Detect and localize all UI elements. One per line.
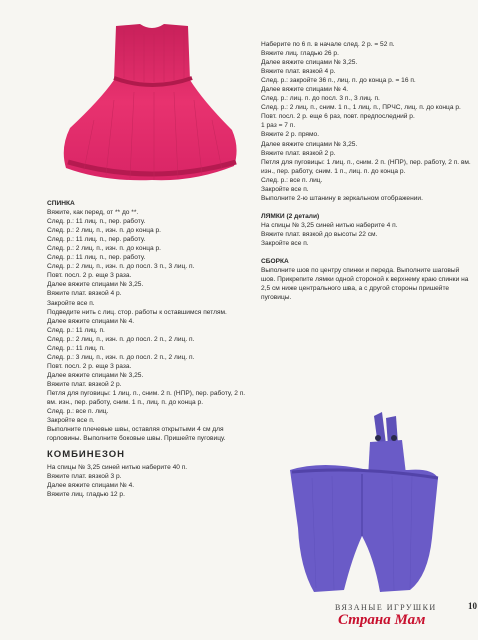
- text-line: Далее вяжите спицами № 3,25.: [261, 59, 358, 67]
- text-line: Далее вяжите спицами № 4.: [47, 317, 135, 325]
- text-line: Закройте все п.: [261, 185, 309, 193]
- text-line: Вяжите лиц. гладью 26 р.: [261, 50, 339, 58]
- text-line: След. р.: все п. лиц.: [261, 176, 323, 184]
- text-line: След. р.: лиц. п. до посл. 3 п., 3 лиц. п.: [261, 95, 380, 103]
- text-line: Повт. посл. 2 р. еще 3 раза.: [47, 362, 132, 370]
- text-line: Петля для пуговицы: 1 лиц. п., сним. 2 п. (НПР), пер. работу, 2 п. вм. изн., пер. работу, сним. 1 п., лиц. п. до конца р.: [261, 158, 471, 175]
- text-line: След. р.: 2 лиц. п., изн. п. до посл. 3 п., 3 лиц. п.: [47, 263, 195, 271]
- text-line: След. р.: 2 лиц. п., изн. п. до конца р.: [47, 245, 161, 253]
- text-line: Повт. посл. 2 р. еще 3 раза.: [47, 272, 132, 280]
- text-line: След. р.: 11 лиц. п., пер. работу.: [47, 236, 146, 244]
- text-line: След. р.: закройте 36 п., лиц. п. до конца р. = 16 п.: [261, 77, 416, 85]
- text-line: Выполните 2-ю штанину в зеркальном отображении.: [261, 194, 423, 202]
- text-line: Выполните плечевые швы, оставляя открытыми 4 см для горловины. Выполните боковые швы. Пришейте пуговицу.: [47, 426, 226, 443]
- sborka-paragraph: Выполните шов по центру спинки и переда. Выполните шаговый шов. Прикрепите лямки одной стороной к верхнему краю спинки на 2,5 см ниже центрального шва, а с другой стороны пришейте пуговицы.: [261, 267, 469, 302]
- text-line: След. р.: 2 лиц. п., сним. 1 п., 1 лиц. п., ПРЧС, лиц. п. до конца р.: [261, 104, 461, 112]
- text-line: Далее вяжите спицами № 3,25.: [261, 140, 358, 148]
- text-line: Вяжите плат. вязкой до высоты 22 см.: [261, 230, 378, 238]
- right-text-column: [261, 40, 471, 302]
- text-line: Вяжите плат. вязкой 3 р.: [47, 473, 122, 481]
- text-line: Вяжите лиц. гладью 12 р.: [47, 491, 125, 499]
- text-line: Закройте все п.: [47, 417, 95, 425]
- text-line: Повт. посл. 2 р. еще 6 раз, повт. предпоследний р.: [261, 113, 415, 121]
- text-line: Вяжите плат. вязкой 2 р.: [261, 149, 336, 157]
- text-line: Вяжите плат. вязкой 4 р.: [47, 290, 122, 298]
- text-line: Закройте все п.: [47, 299, 95, 307]
- left-text-column: [47, 196, 247, 499]
- sborka-heading: СБОРКА: [261, 258, 289, 266]
- text-line: Далее вяжите спицами № 3,25.: [47, 281, 144, 289]
- text-line: Наберите по 6 п. в начале след. 2 р. = 52 п.: [261, 41, 395, 48]
- blue-knitted-overalls-image: [282, 408, 442, 596]
- book-title-footer: ВЯЗАНЫЕ ИГРУШКИ: [335, 603, 437, 612]
- text-line: Закройте все п.: [261, 239, 309, 247]
- text-line: След. р.: 11 лиц. п.: [47, 326, 105, 334]
- text-line: Петля для пуговицы: 1 лиц. п., сним. 2 п. (НПР), пер. работу, 2 п. вм. изн., пер. работу, сним. 1 п., лиц. п. до конца р.: [47, 389, 246, 407]
- text-line: Подведите нить с лиц. стор. работы к оставшимся петлям.: [47, 308, 227, 316]
- text-line: На спицы № 3,25 синей нитью наберите 40 п.: [47, 464, 188, 472]
- text-line: Далее вяжите спицами № 3,25.: [47, 371, 144, 379]
- spinka-heading: СПИНКА: [47, 200, 75, 207]
- text-line: Вяжите, как перед, от ** до **.: [47, 209, 139, 217]
- text-line: След. р.: 11 лиц. п., пер. работу.: [47, 254, 146, 262]
- text-line: Вяжите 2 р. прямо.: [261, 131, 320, 139]
- watermark-logo: Страна Мам: [338, 612, 426, 628]
- text-line: След. р.: 11 лиц. п.: [47, 344, 105, 352]
- kombinezon-heading: КОМБИНЕЗОН: [47, 449, 126, 461]
- text-line: Далее вяжите спицами № 4.: [261, 86, 349, 94]
- text-line: 1 раз = 7 п.: [261, 122, 296, 130]
- text-line: След. р.: 2 лиц. п., изн. п. до конца р.: [47, 227, 161, 235]
- page-number: 10: [468, 601, 477, 611]
- text-line: След. р.: все п. лиц.: [47, 408, 109, 416]
- text-line: На спицы № 3,25 синей нитью наберите 4 п.: [261, 221, 398, 229]
- text-line: След. р.: 11 лиц. п., пер. работу.: [47, 218, 146, 226]
- text-line: След. р.: 2 лиц. п., изн. п. до посл. 2 п., 2 лиц. п.: [47, 335, 195, 343]
- lyamki-heading: ЛЯМКИ (2 детали): [261, 212, 320, 220]
- text-line: Вяжите плат. вязкой 2 р.: [47, 380, 122, 388]
- text-line: Далее вяжите спицами № 4.: [47, 482, 135, 490]
- text-line: Вяжите плат. вязкой 4 р.: [261, 68, 336, 76]
- pink-knitted-top-image: [54, 20, 250, 186]
- text-line: След. р.: 3 лиц. п., изн. п. до посл. 2 п., 2 лиц. п.: [47, 353, 195, 361]
